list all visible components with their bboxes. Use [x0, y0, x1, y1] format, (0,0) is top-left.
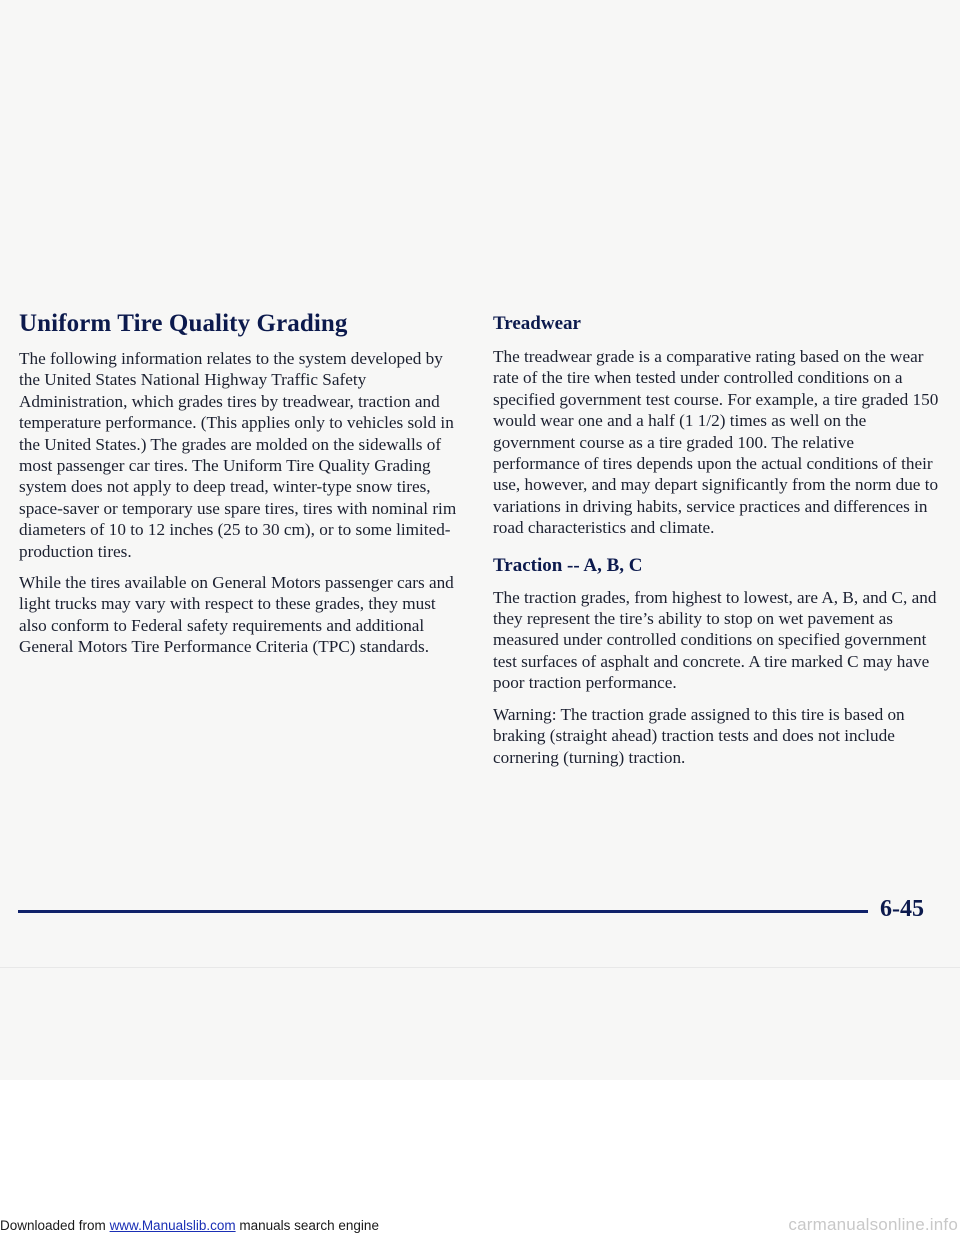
- traction-warning-paragraph: Warning: The traction grade assigned to this tire is based on braking (straight ahead) traction tests and does not include cornering (turning) traction.: [493, 704, 905, 767]
- download-footer: [0, 1215, 960, 1234]
- scan-line: [0, 967, 960, 968]
- footer-prefix: Downloaded from: [0, 1218, 110, 1233]
- manualslib-link[interactable]: www.Manualslib.com: [109, 1218, 236, 1233]
- intro-paragraph: The following information relates to the system developed by the United States National Highway Traffic Safety Administration, which grades tires by treadwear, traction and temperature performance. (This applies only to vehicles sold in the United States.) The grades are molded on the sidewalls of most passenger car tires. The Uniform Tire Quality Grading system does not apply to deep tread, winter-type snow tires, space-saver or temporary use spare tires, tires with nominal rim diameters of 10 to 12 inches (25 to 30 cm), or to some limited-production tires.: [19, 349, 457, 561]
- treadwear-heading: Treadwear: [493, 313, 581, 334]
- footer-suffix: manuals search engine: [235, 1218, 379, 1233]
- traction-heading: Traction -- A, B, C: [493, 554, 643, 576]
- gm-paragraph: While the tires available on General Motors passenger cars and light trucks may vary with respect to these grades, they must also conform to Federal safety requirements and additional General Motors Tire Performance Criteria (TPC) standards.: [19, 573, 454, 657]
- right-column: [493, 310, 943, 778]
- traction-paragraph: The traction grades, from highest to lowest, are A, B, and C, and they represent the tire’s ability to stop on wet pavement as measured under controlled conditions on specified government test surfaces of asphalt and concrete. A tire marked C may have poor traction performance.: [493, 587, 937, 693]
- watermark-text: carmanualsonline.info: [788, 1215, 958, 1234]
- page-number: 6-45: [880, 896, 924, 922]
- left-column: [19, 310, 459, 668]
- section-title: Uniform Tire Quality Grading: [19, 310, 348, 337]
- page-rule: [18, 910, 868, 913]
- treadwear-paragraph: The treadwear grade is a comparative rating based on the wear rate of the tire when tested under controlled conditions on a specified government test course. For example, a tire graded 150 would wear one and a half (1 1/2) times as well on the government course as a tire graded 100. The relative performance of tires depends upon the actual conditions of their use, however, and may depart significantly from the norm due to variations in driving habits, service practices and differences in road characteristics and climate.: [493, 347, 939, 538]
